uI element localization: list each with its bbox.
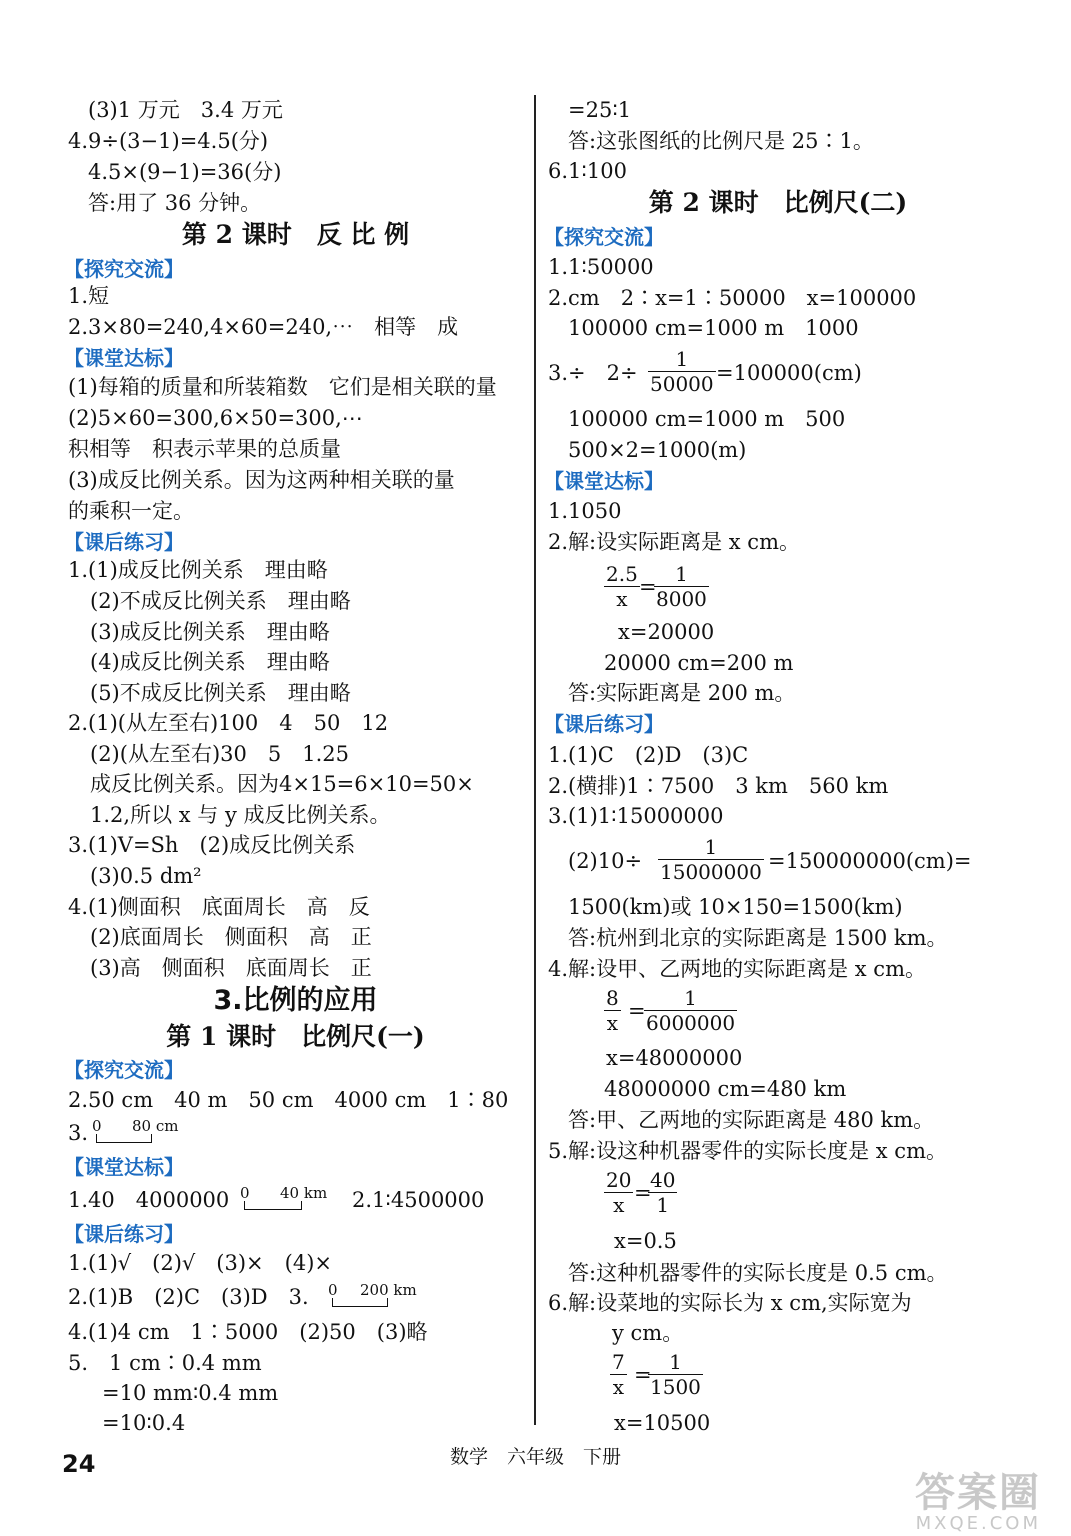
equals-sign: = (634, 1363, 652, 1387)
scale-segment (244, 1201, 302, 1210)
answer-line: 3.(1)1∶15000000 (548, 804, 724, 828)
fraction (654, 562, 709, 611)
answer-line: 1.1050 (548, 499, 622, 523)
section-label: 【课后练习】 (544, 712, 664, 736)
section-label: 【课堂达标】 (64, 346, 184, 370)
answer-line: 1.(1)√ (2)√ (3)× (4)× (68, 1251, 332, 1275)
fraction-numerator: 1 (648, 1350, 703, 1375)
fraction-numerator: 7 (612, 1350, 625, 1374)
answer-line: 20000 cm=200 m (604, 651, 794, 675)
equals-sign: = (639, 575, 657, 599)
column-divider (534, 95, 536, 1425)
scale-label: 40 km (280, 1184, 328, 1202)
lesson-title: 第 2 课时 比例尺(二) (648, 188, 908, 217)
section-label: 【探究交流】 (64, 257, 184, 281)
fraction-denominator: 15000000 (660, 860, 762, 884)
fraction-denominator: 1500 (650, 1375, 701, 1399)
answer-line: =10 mm∶0.4 mm (102, 1381, 279, 1405)
equals-sign: = (628, 999, 646, 1023)
fraction-numerator: 8 (606, 986, 619, 1010)
answer-line: 1.1∶50000 (548, 255, 654, 279)
equals-sign: = (634, 1181, 652, 1205)
answer-line: 4.(1)4 cm 1∶5000 (2)50 (3)略 (68, 1320, 428, 1344)
answer-line: 1500(km)或 10×150=1500(km) (568, 895, 903, 919)
answer-line: 100000 cm=1000 m 500 (568, 407, 846, 431)
answer-line: 1.40 4000000 (68, 1188, 230, 1212)
scale-segment (96, 1134, 152, 1143)
fraction-denominator: x (606, 1011, 618, 1035)
answer-line: (3)0.5 dm² (90, 864, 202, 888)
answer-line: (3)成反比例关系 理由略 (90, 620, 330, 644)
answer-line: 答:甲、乙两地的实际距离是 480 km。 (568, 1108, 935, 1132)
fraction (658, 835, 764, 884)
answer-line: 2.(1)B (2)C (3)D 3. (68, 1285, 309, 1309)
answer-line: 2.(横排)1∶7500 3 km 560 km (548, 774, 889, 798)
scale-label: 200 km (360, 1281, 417, 1299)
answer-line: =10∶0.4 (102, 1411, 186, 1435)
answer-line: 4.5×(9−1)=36(分) (88, 160, 282, 184)
scale-segment (332, 1298, 388, 1307)
fraction-numerator: 40 (650, 1168, 676, 1192)
answer-line: 2.1∶4500000 (352, 1188, 485, 1212)
fraction-numerator: 1 (654, 562, 709, 587)
answer-line: 500×2=1000(m) (568, 438, 747, 462)
answer-line: (2)10÷ (568, 849, 643, 873)
answer-line: 4.9÷(3−1)=4.5(分) (68, 129, 269, 153)
answer-line: =25∶1 (568, 98, 632, 122)
answer-line: 1.2,所以 x 与 y 成反比例关系。 (90, 803, 391, 827)
fraction (604, 1168, 633, 1217)
page-number: 24 (62, 1450, 96, 1478)
answer-line: 2.50 cm 40 m 50 cm 4000 cm 1∶80 (68, 1088, 509, 1112)
answer-line: 答:这张图纸的比例尺是 25∶1。 (568, 129, 874, 153)
answer-line: 2.解:设实际距离是 x cm。 (548, 530, 800, 554)
fraction (604, 562, 640, 611)
answer-line: (4)成反比例关系 理由略 (90, 650, 330, 674)
section-label: 【课后练习】 (64, 1222, 184, 1246)
answer-line: 5. 1 cm∶0.4 mm (68, 1351, 262, 1375)
lesson-title: 第 1 课时 比例尺(一) (166, 1022, 425, 1051)
fraction-denominator: 50000 (650, 372, 714, 396)
answer-line: (3)高 侧面积 底面周长 正 (90, 956, 372, 980)
answer-line: 答:用了 36 分钟。 (88, 191, 262, 215)
answer-line: (5)不成反比例关系 理由略 (90, 681, 351, 705)
fraction-denominator: x (613, 1193, 625, 1217)
answer-line: 5.解:设这种机器零件的实际长度是 x cm。 (548, 1139, 947, 1163)
fraction-denominator: 1 (656, 1193, 670, 1217)
answer-line: (1)每箱的质量和所装箱数 它们是相关联的量 (68, 375, 497, 399)
fraction-numerator: 2.5 (606, 562, 638, 586)
book-subject: 数学 六年级 下册 (449, 1446, 621, 1468)
answer-line: (2)底面周长 侧面积 高 正 (90, 925, 372, 949)
answer-line: 的乘积一定。 (68, 499, 194, 523)
answer-line: (3)成反比例关系。因为这两种相关联的量 (68, 468, 455, 492)
answer-line: =100000(cm) (716, 361, 862, 385)
answer-line: 2.cm 2∶x=1∶50000 x=100000 (548, 286, 917, 310)
fraction-numerator: 1 (658, 835, 764, 860)
answer-line: x=10500 (614, 1411, 711, 1435)
answer-line: 成反比例关系。因为4×15=6×10=50× (90, 772, 474, 796)
scale-zero: 0 (92, 1117, 102, 1135)
answer-line: 2.3×80=240,4×60=240,⋯ 相等 成 (68, 315, 459, 339)
answer-line: 1.(1)成反比例关系 理由略 (68, 558, 328, 582)
answer-line: x=48000000 (606, 1046, 743, 1070)
answer-line: 1.(1)C (2)D (3)C (548, 743, 749, 767)
fraction (604, 986, 621, 1035)
scale-zero: 0 (240, 1184, 250, 1202)
answer-line: 3.÷ 2÷ (548, 361, 638, 385)
answer-line: =150000000(cm)= (768, 849, 972, 873)
fraction-denominator: x (616, 587, 628, 611)
answer-line: 4.解:设甲、乙两地的实际距离是 x cm。 (548, 957, 926, 981)
scale-zero: 0 (328, 1281, 338, 1299)
fraction-denominator: 6000000 (646, 1011, 736, 1035)
answer-line: 48000000 cm=480 km (604, 1077, 847, 1101)
answer-line: 2.(1)(从左至右)100 4 50 12 (68, 711, 389, 735)
answer-line: (2)不成反比例关系 理由略 (90, 589, 351, 613)
answer-line: 1.短 (68, 284, 110, 308)
section-label: 【课堂达标】 (64, 1155, 184, 1179)
watermark-logo: 答案圈 (915, 1470, 1041, 1516)
fraction (610, 1350, 627, 1399)
fraction-numerator: 1 (644, 986, 737, 1011)
fraction-denominator: x (612, 1375, 624, 1399)
watermark-url: MXQE.COM (915, 1513, 1041, 1534)
answer-line: x=20000 (618, 620, 715, 644)
answer-line: 6.解:设菜地的实际长为 x cm,实际宽为 (548, 1291, 912, 1315)
answer-line: (2)5×60=300,6×50=300,⋯ (68, 406, 363, 430)
unit-title: 3.比例的应用 (213, 985, 378, 1016)
section-label: 【课堂达标】 (544, 469, 664, 493)
lesson-title: 第 2 课时 反 比 例 (181, 220, 410, 249)
fraction (644, 986, 737, 1035)
answer-line: 答:这种机器零件的实际长度是 0.5 cm。 (568, 1261, 948, 1285)
answer-line: 4.(1)侧面积 底面周长 高 反 (68, 895, 370, 919)
answer-line: 积相等 积表示苹果的总质量 (68, 437, 341, 461)
answer-line: 答:杭州到北京的实际距离是 1500 km。 (568, 926, 948, 950)
answer-line: (3)1 万元 3.4 万元 (88, 98, 283, 122)
answer-line: 6.1∶100 (548, 159, 627, 183)
answer-line: 答:实际距离是 200 m。 (568, 681, 796, 705)
section-label: 【探究交流】 (544, 225, 664, 249)
section-label: 【探究交流】 (64, 1058, 184, 1082)
fraction (648, 347, 716, 396)
scale-label: 80 cm (132, 1117, 179, 1135)
fraction-numerator: 1 (648, 347, 716, 372)
fraction (648, 1350, 703, 1399)
answer-line: x=0.5 (614, 1229, 677, 1253)
answer-line: y cm。 (612, 1321, 684, 1345)
section-label: 【课后练习】 (64, 530, 184, 554)
answer-line: 3. (68, 1121, 89, 1145)
answer-line: (2)(从左至右)30 5 1.25 (90, 742, 349, 766)
answer-line: 3.(1)V=Sh (2)成反比例关系 (68, 833, 356, 857)
fraction-denominator: 8000 (656, 587, 707, 611)
fraction (648, 1168, 677, 1217)
fraction-numerator: 20 (606, 1168, 632, 1192)
answer-line: 100000 cm=1000 m 1000 (568, 316, 859, 340)
